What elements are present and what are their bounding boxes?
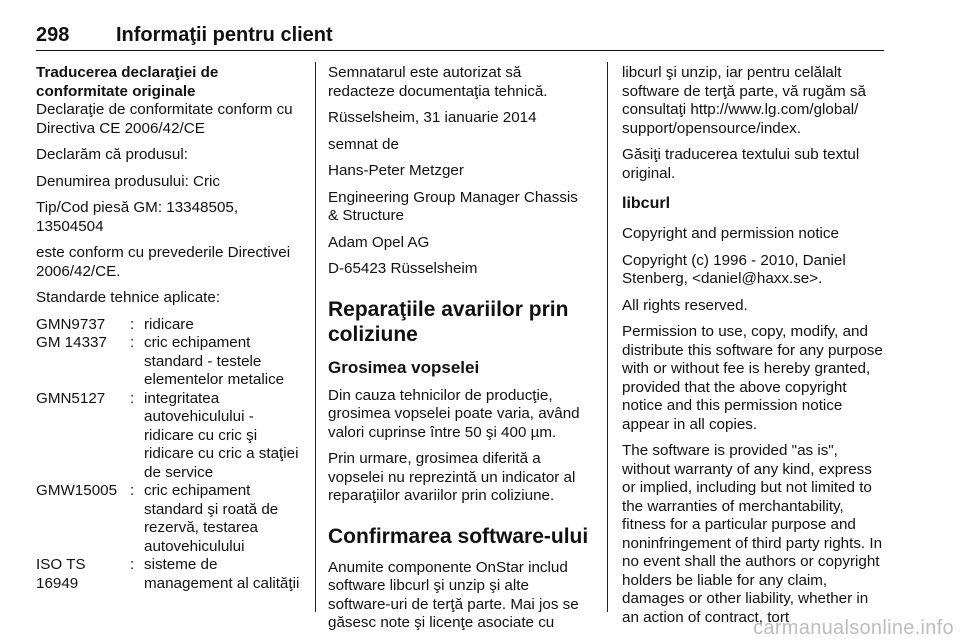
declaration-text: Declaraţie de conformitate conform cu Directiva CE 2006/42/CE xyxy=(36,101,293,137)
standard-code: GMN9737 xyxy=(36,315,106,333)
column-1 xyxy=(36,64,304,593)
permission-text: Permission to use, copy, modify, and distribute this software for any purpose with or without fee is hereby granted, provided that the above copyright notice and this permission notice appear in all copies. xyxy=(622,323,883,433)
conformity-text: este conform cu prevederile Directivei 2006/42/CE. xyxy=(36,244,291,280)
standard-description: cric echipament standard - testele elementelor metalice xyxy=(144,334,285,388)
software-intro-text: Anumite componente OnStar includ software libcurl şi unzip şi alte software-uri de terţă parte. Mai jos se găsesc note şi licenţe asociate cu xyxy=(328,558,579,631)
standard-row xyxy=(36,482,304,556)
copyright-notice-title: Copyright and permission notice xyxy=(622,225,839,242)
standards-list xyxy=(36,316,304,594)
declaration-heading-line-1: Traducerea declaraţiei de xyxy=(36,64,219,81)
declaration-statement: Declarăm că produsul: xyxy=(36,146,188,163)
paint-thickness-text: Din cauza tehnicilor de producţie, grosimea vopselei poate varia, având valori cuprinse între 50 şi 400 µm. xyxy=(328,386,580,441)
warranty-text: The software is provided "as is", without warranty of any kind, express or implied, including but not limited to the warranties of merchantability, fitness for a particular purpose and noninfringement of third party rights. In no event shall the authors or copyright holders be liable for any claim, damages or other liability, whether in an action of contract, tort xyxy=(622,442,883,626)
standard-separator: : xyxy=(130,315,135,333)
product-name: Denumirea produsului: Cric xyxy=(36,172,221,190)
copyright-line: Copyright (c) 1996 - 2010, Daniel Stenberg, <daniel@haxx.se>. xyxy=(622,251,846,287)
subheading-paint-thickness: Grosimea vopselei xyxy=(328,357,480,377)
watermark: carmanualsonline.info xyxy=(753,617,954,639)
standard-code: ISO TS 16949 xyxy=(36,556,86,592)
standard-separator: : xyxy=(130,556,135,573)
signatory-name: Hans-Peter Metzger xyxy=(328,162,464,179)
page-title: Informaţii pentru client xyxy=(116,24,333,46)
standard-separator: : xyxy=(130,334,135,351)
standard-code: GMN5127 xyxy=(36,389,106,407)
signatory-role: Engineering Group Manager Chassis & Structure xyxy=(328,188,578,224)
column-divider-1 xyxy=(315,62,316,612)
signature-place-date: Rüsselsheim, 31 ianuarie 2014 xyxy=(328,109,537,126)
paint-thickness-note: Prin urmare, grosimea diferită a vopselei nu reprezintă un indicator al reparaţiilor avariilor prin coliziune. xyxy=(328,450,576,504)
part-code: Tip/Cod piesă GM: 13348505, 13504504 xyxy=(36,199,239,235)
standard-row xyxy=(36,390,304,483)
standard-separator: : xyxy=(130,482,135,499)
column-3 xyxy=(622,64,888,635)
standard-row xyxy=(36,316,304,335)
standard-description: integritatea autovehiculului - ridicare cu cric şi ridicare cu cric a staţiei de service xyxy=(144,389,299,481)
page-number: 298 xyxy=(36,24,70,46)
section-heading-software: Confirmarea software-ului xyxy=(328,524,589,548)
translation-note: Găsiţi traducerea textului sub textul original. xyxy=(622,146,860,182)
page-header xyxy=(36,24,884,51)
company-address: D-65423 Rüsselsheim xyxy=(328,260,478,277)
signed-by-label: semnat de xyxy=(328,135,399,153)
section-heading-collision-repair: Reparaţiile avariilor prin coliziune xyxy=(328,297,569,346)
declaration-heading-line-2: conformitate originale xyxy=(36,82,196,100)
column-divider-2 xyxy=(607,62,608,612)
subheading-libcurl: libcurl xyxy=(622,195,671,212)
standard-description: ridicare xyxy=(144,315,194,333)
standard-row xyxy=(36,556,304,593)
standards-heading: Standarde tehnice aplicate: xyxy=(36,289,221,306)
standard-row xyxy=(36,334,304,390)
signatory-text: Semnatarul este autorizat să redacteze documentaţia tehnică. xyxy=(328,64,548,100)
software-text-continued: libcurl şi unzip, iar pentru celălalt software de terţă parte, vă rugăm să consultaţi http://www.lg.com/global/ support/opensource/index. xyxy=(622,64,866,137)
column-2 xyxy=(328,64,592,641)
standard-separator: : xyxy=(130,389,135,407)
standard-code: GM 14337 xyxy=(36,334,107,351)
standard-description: sisteme de management al calităţii xyxy=(144,556,300,592)
rights-reserved: All rights reserved. xyxy=(622,296,748,314)
standard-description: cric echipament standard şi roată de rezervă, testarea autovehiculului xyxy=(144,482,279,555)
standard-code: GMW15005 xyxy=(36,482,118,499)
company-name: Adam Opel AG xyxy=(328,233,430,251)
